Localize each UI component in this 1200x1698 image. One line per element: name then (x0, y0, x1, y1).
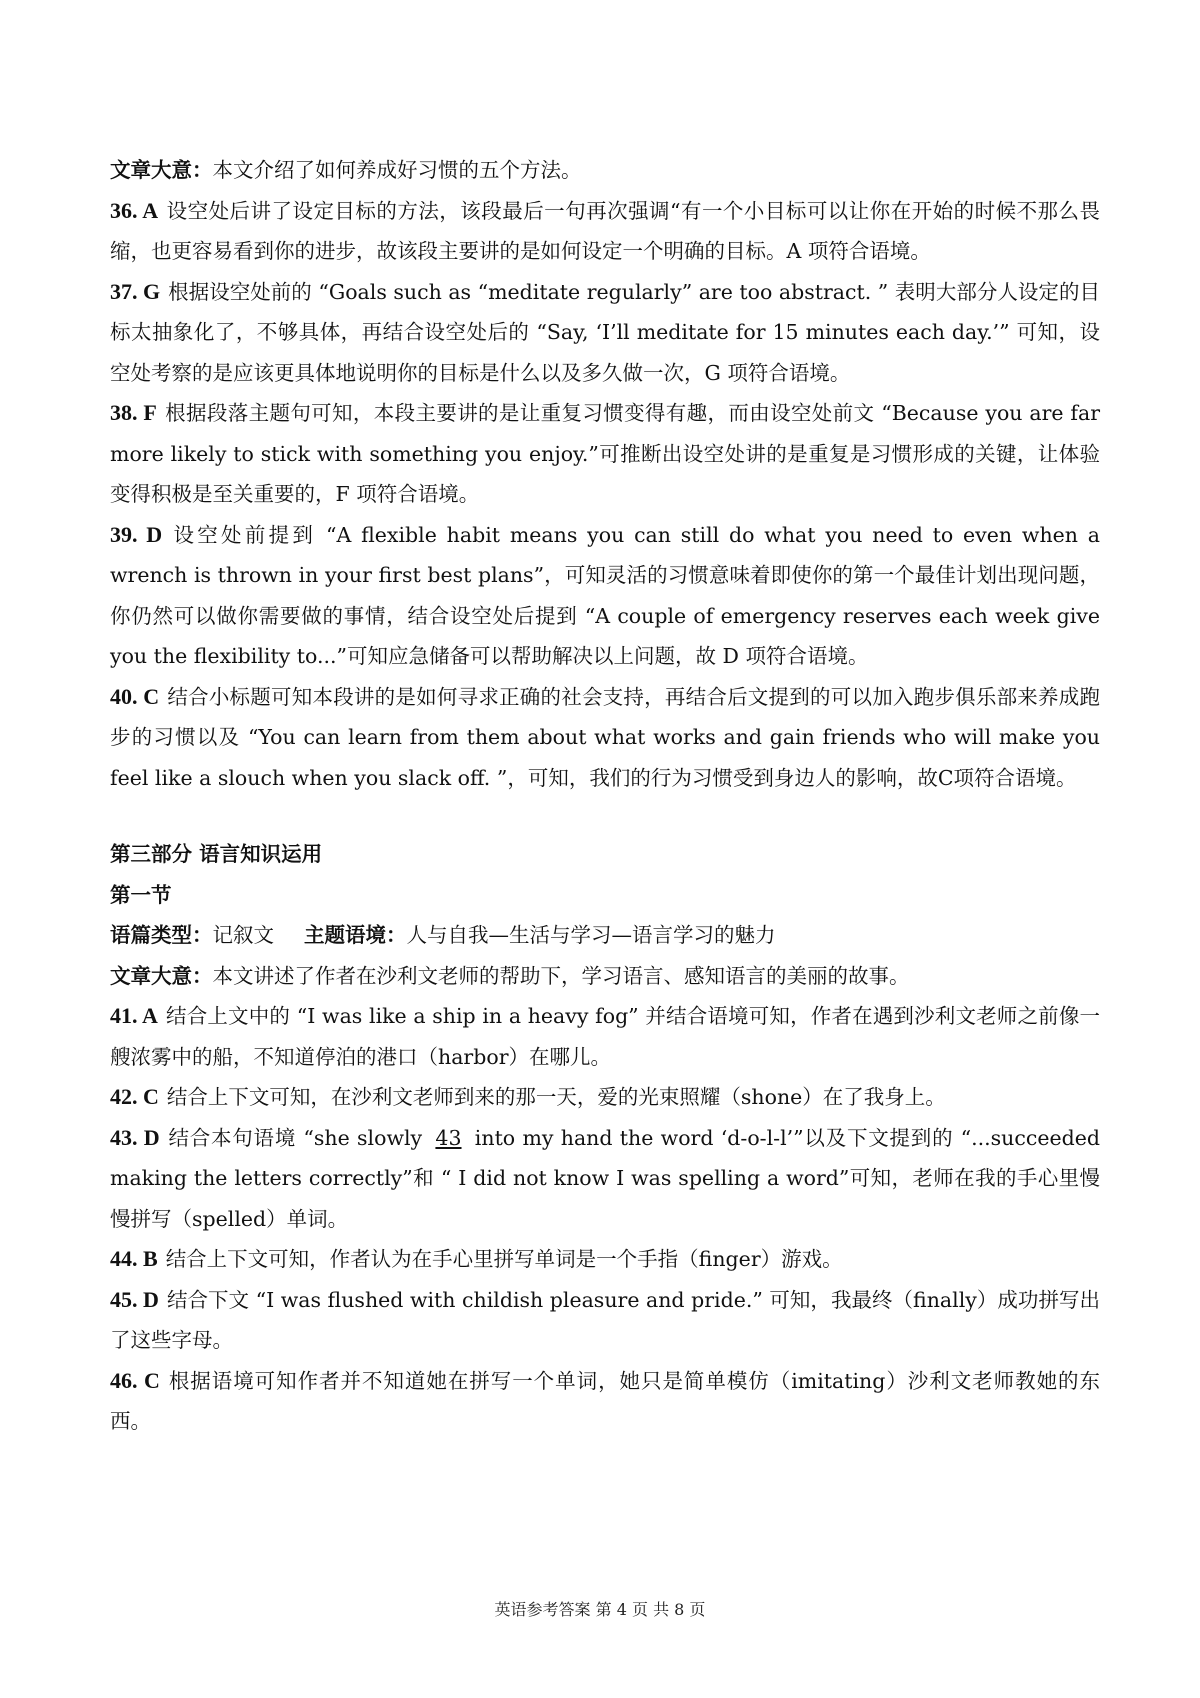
answer-number: 38. F (110, 400, 157, 425)
summary-2 (110, 956, 1100, 997)
answer-explanation: 根据段落主题句可知，本段主要讲的是让重复习惯变得有趣，而由设空处前文 “Because you are far more likely to stick with something you enjoy.”可推断出设空处讲的是重复是习惯形成的关键，让体验变得积极是至关重要的，F 项符合语境。 (110, 401, 1100, 506)
answer-item-41 (110, 996, 1100, 1077)
page-footer: 英语参考答案 第 4 页 共 8 页 (494, 1600, 706, 1619)
summary-label: 文章大意： (110, 963, 213, 988)
summary-text: 本文讲述了作者在沙利文老师的帮助下，学习语言、感知语言的美丽的故事。 (212, 963, 910, 988)
answer-number: 41. A (110, 1003, 158, 1028)
answer-explanation: 设空处前提到 “A flexible habit means you can still do what you need to even when a wrench is thrown in your first best plans”，可知灵活的习惯意味着即使你的第一个最佳计划出现问题，你仍然可以做你需要做的事情，结合设空处后提到 “A couple of emergency reserves each week give you the flexibility to...”可知应急储备可以帮助解决以上问题，故 D 项符合语境。 (110, 522, 1101, 668)
answer-item-38 (110, 393, 1100, 515)
answer-item-44 (110, 1239, 1100, 1280)
answer-item-39 (110, 515, 1100, 677)
answer-item-46 (110, 1361, 1100, 1442)
answer-number: 40. C (110, 683, 160, 709)
answer-item-40 (110, 677, 1100, 799)
genre-label: 语篇类型： (110, 923, 213, 947)
part-title: 第三部分 语言知识运用 (110, 842, 323, 866)
answer-item-43 (110, 1118, 1100, 1240)
answer-key-page (110, 150, 1100, 1442)
genre-theme-line (110, 915, 1100, 956)
summary-text: 本文介绍了如何养成好习惯的五个方法。 (212, 158, 582, 182)
answer-explanation: 根据设空处前的 “Goals such as “meditate regularly” are too abstract. ” 表明大部分人设定的目标太抽象化了，不够具体，再结合设空处后的 “Say, ‘I’ll meditate for 15 minutes each day.’” 可知，设空处考察的是应该更具体地说明你的目标是什么以及多久做一次，G 项符合语境。 (110, 279, 1100, 385)
answer-item-42 (110, 1077, 1100, 1118)
blank-number: 43 (435, 1125, 462, 1150)
answer-explanation: 设空处后讲了设定目标的方法，该段最后一句再次强调“有一个小目标可以让你在开始的时候不那么畏缩，也更容易看到你的进步，故该段主要讲的是如何设定一个明确的目标。A 项符合语境。 (110, 198, 1100, 263)
summary-label: 文章大意： (110, 158, 213, 182)
answer-number: 44. B (110, 1246, 158, 1271)
answer-explanation-before: 结合本句语境 “she slowly (167, 1125, 430, 1150)
answer-item-37 (110, 272, 1100, 394)
answer-explanation: 结合小标题可知本段讲的是如何寻求正确的社会支持，再结合后文提到的可以加入跑步俱乐部来养成跑步的习惯以及 “You can learn from them about what works and gain friends who will make you feel like a slouch when you slack off. ”，可知，我们的行为习惯受到身边人的影响，故C项符合语境。 (110, 684, 1101, 790)
summary-1 (110, 150, 1100, 191)
answer-explanation-after: into my hand the word ‘d-o-l-l’”以及下文提到的 “...succeeded making the letters correctly”和 “ I did not know I was spelling a word”可知，老师在我的手心里慢慢拼写（spelled）单词。 (110, 1125, 1100, 1231)
answer-explanation: 结合下文 “I was flushed with childish pleasure and pride.” 可知，我最终（finally）成功拼写出了这些字母。 (110, 1287, 1100, 1352)
section-title: 第一节 (110, 882, 172, 907)
answer-explanation: 结合上下文可知，在沙利文老师到来的那一天，爱的光束照耀（shone）在了我身上。 (166, 1085, 946, 1109)
answer-explanation: 结合上文中的 “I was like a ship in a heavy fog” 并结合语境可知，作者在遇到沙利文老师之前像一艘浓雾中的船，不知道停泊的港口（harbor）在哪儿。 (110, 1004, 1100, 1069)
answer-item-36 (110, 191, 1100, 272)
answer-explanation: 结合上下文可知，作者认为在手心里拼写单词是一个手指（finger）游戏。 (165, 1247, 843, 1271)
answer-number: 46. C (110, 1367, 160, 1393)
answer-number: 43. D (110, 1124, 160, 1150)
answer-number: 39. D (110, 521, 163, 547)
theme-value: 人与自我—生活与学习—语言学习的魅力 (406, 923, 776, 947)
genre-value: 记叙文 (212, 923, 274, 947)
answer-number: 42. C (110, 1084, 159, 1109)
answer-number: 45. D (110, 1286, 159, 1312)
answer-number: 36. A (110, 197, 159, 223)
answer-item-45 (110, 1280, 1100, 1361)
answer-number: 37. G (110, 278, 161, 304)
answer-explanation: 根据语境可知作者并不知道她在拼写一个单词，她只是简单模仿（imitating）沙利文老师教她的东西。 (110, 1368, 1100, 1433)
theme-label: 主题语境： (304, 923, 407, 947)
